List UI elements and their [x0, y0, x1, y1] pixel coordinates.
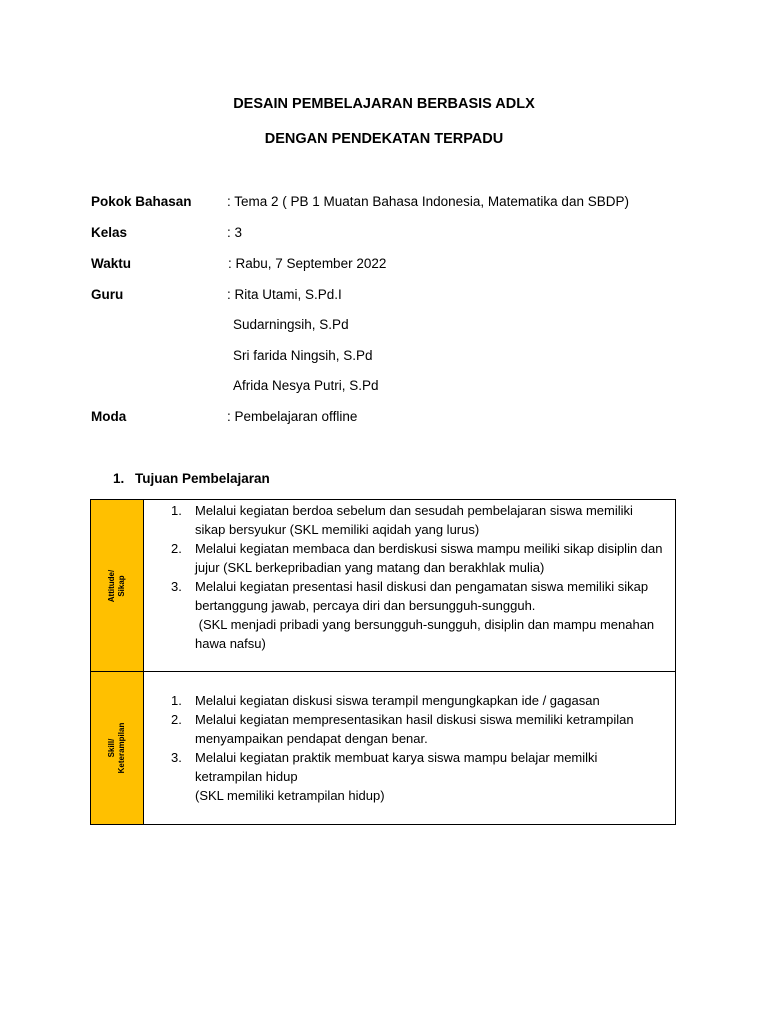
list-item	[144, 539, 665, 577]
list-item	[144, 691, 665, 710]
list-item	[144, 501, 665, 539]
guru-value-3: Sri farida Ningsih, S.Pd	[233, 348, 373, 363]
guru-value-1: : Rita Utami, S.Pd.I	[227, 287, 342, 302]
document-title: DESAIN PEMBELAJARAN BERBASIS ADLX	[233, 96, 535, 112]
pokok-value: : Tema 2 ( PB 1 Muatan Bahasa Indonesia, Matematika dan SBDP)	[227, 194, 629, 209]
list-text: Melalui kegiatan berdoa sebelum dan sesudah pembelajaran siswa memiliki sikap bersyukur (SKL memiliki aqidah yang lurus)	[195, 503, 633, 537]
list-item	[144, 748, 665, 786]
list-number: 1.	[171, 693, 182, 708]
list-number: 2.	[171, 712, 182, 727]
waktu-label: Waktu	[91, 256, 131, 271]
side-label-skill-line2: Keterampilan	[117, 722, 126, 774]
list-text: Melalui kegiatan diskusi siswa terampil mengungkapkan ide / gagasan	[195, 693, 600, 708]
kelas-value: : 3	[227, 225, 243, 240]
kelas-label: Kelas	[91, 225, 128, 240]
guru-value-2: Sudarningsih, S.Pd	[233, 317, 349, 332]
skill-note: (SKL memiliki ketrampilan hidup)	[195, 788, 385, 803]
section-title: Tujuan Pembelajaran	[135, 471, 270, 486]
side-label-skill	[107, 723, 127, 774]
side-label-attitude-line2: Sikap	[117, 574, 126, 597]
list-number: 3.	[171, 750, 182, 765]
list-number: 1.	[171, 503, 182, 518]
list-number: 2.	[171, 541, 182, 556]
document-subtitle: DENGAN PENDEKATAN TERPADU	[264, 131, 504, 147]
skill-list	[144, 691, 665, 786]
table-row-attitude	[91, 500, 675, 672]
list-text: Melalui kegiatan membaca dan berdiskusi siswa mampu meiliki sikap disiplin dan jujur (SKL berkepribadian yang matang dan berakhlak mulia)	[195, 541, 663, 575]
section-heading	[113, 471, 270, 486]
guru-value-4: Afrida Nesya Putri, S.Pd	[233, 378, 379, 393]
content-cell-attitude	[144, 500, 675, 671]
moda-label: Moda	[91, 409, 127, 424]
section-number: 1.	[113, 471, 125, 486]
moda-value: : Pembelajaran offline	[227, 409, 358, 424]
side-cell-attitude	[91, 500, 144, 671]
attitude-list	[144, 501, 665, 615]
list-item	[144, 710, 665, 748]
guru-label: Guru	[91, 287, 124, 302]
list-text: Melalui kegiatan praktik membuat karya siswa mampu belajar memilki ketrampilan hidup	[195, 750, 598, 784]
attitude-note: (SKL menjadi pribadi yang bersungguh-sungguh, disiplin dan mampu menahan hawa nafsu)	[195, 617, 658, 651]
side-cell-skill	[91, 672, 144, 824]
content-cell-skill	[144, 672, 675, 824]
side-label-skill-line1: Skill/	[107, 738, 116, 758]
list-text: Melalui kegiatan mempresentasikan hasil diskusi siswa memiliki ketrampilan menyampaikan pendapat dengan benar.	[195, 712, 634, 746]
table-row-skill	[91, 672, 675, 824]
list-number: 3.	[171, 579, 182, 594]
list-item	[144, 577, 665, 615]
side-label-attitude-line1: Attitude/	[107, 569, 116, 602]
waktu-value: : Rabu, 7 September 2022	[228, 256, 387, 271]
side-label-attitude	[107, 569, 127, 601]
list-text: Melalui kegiatan presentasi hasil diskusi dan pengamatan siswa memiliki sikap bertanggung jawab, percaya diri dan bersungguh-sungguh.	[195, 579, 649, 613]
objectives-table	[90, 499, 676, 825]
pokok-label: Pokok Bahasan	[91, 194, 192, 209]
